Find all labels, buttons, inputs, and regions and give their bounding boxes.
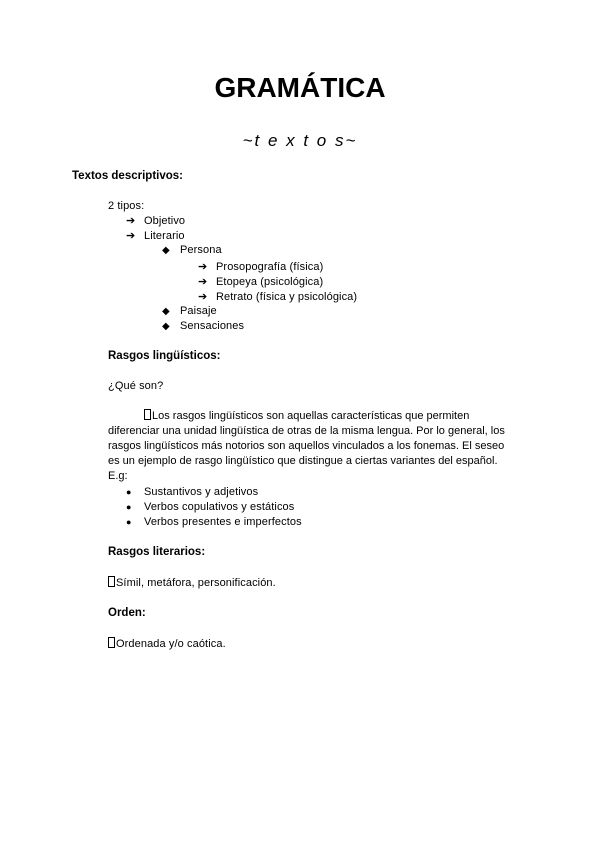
heading-rasgos-linguisticos: Rasgos lingüísticos: (108, 350, 221, 362)
bullet-label: Sustantivos y adjetivos (144, 486, 259, 498)
question-text: ¿Qué son? (108, 380, 164, 392)
list-item-etopeya (198, 275, 323, 288)
document-title: GRAMÁTICA (214, 72, 386, 103)
heading-orden: Orden: (108, 607, 146, 619)
arrow-icon: ➔ (126, 215, 136, 227)
dot-bullet-icon: ● (126, 517, 132, 527)
list-item-label: Retrato (física y psicológica) (216, 291, 358, 303)
missing-glyph-icon (144, 409, 151, 420)
dot-bullet-icon: ● (126, 502, 132, 512)
missing-glyph-icon (108, 637, 115, 648)
types-label: 2 tipos: (108, 200, 145, 212)
list-item-sensaciones (162, 320, 244, 332)
orden-value: Ordenada y/o caótica. (116, 638, 226, 650)
document-subtitle: ~t e x t o s~ (242, 131, 358, 150)
arrow-icon: ➔ (198, 261, 208, 273)
rasgos-literarios-text (108, 576, 276, 589)
list-item-label: Sensaciones (180, 320, 245, 332)
diamond-bullet-icon: ◆ (162, 321, 170, 332)
list-item-label: Objetivo (144, 215, 186, 227)
list-item-retrato (198, 290, 357, 303)
paragraph-rasgos (108, 409, 508, 484)
arrow-icon: ➔ (198, 276, 208, 288)
heading-textos-descriptivos: Textos descriptivos: (72, 170, 183, 182)
missing-glyph-icon (108, 576, 115, 587)
bullet-label: Verbos presentes e imperfectos (144, 516, 302, 528)
arrow-icon: ➔ (198, 291, 208, 303)
list-item-label: Paisaje (180, 305, 217, 317)
list-item-paisaje (162, 305, 217, 317)
rasgos-literarios-value: Símil, metáfora, personificación. (116, 577, 276, 589)
heading-rasgos-literarios: Rasgos literarios: (108, 546, 206, 558)
list-item-label: Literario (144, 230, 185, 242)
bullet-item-sustantivos (126, 486, 258, 498)
paragraph-text: Los rasgos lingüísticos son aquellas características que permiten diferenciar una unidad lingüística de otras de la misma lengua. Por lo general, los rasgos lingüísticos más notorios son aquellos vinculados a los fonemas. El seseo es un ejemplo de rasgo lingüístico que distingue a ciertas variantes del español. E.g: (108, 410, 505, 482)
arrow-icon: ➔ (126, 230, 136, 242)
list-item-literario (126, 229, 185, 242)
diamond-bullet-icon: ◆ (162, 245, 170, 256)
diamond-bullet-icon: ◆ (162, 306, 170, 317)
list-item-label: Etopeya (psicológica) (216, 276, 324, 288)
bullet-item-verbos-presentes (126, 516, 302, 528)
bullet-label: Verbos copulativos y estáticos (144, 501, 295, 513)
list-item-prosopografia (198, 260, 323, 273)
list-item-label: Prosopografía (física) (216, 261, 324, 273)
list-item-objetivo (126, 214, 185, 227)
list-item-label: Persona (180, 244, 222, 256)
dot-bullet-icon: ● (126, 487, 132, 497)
list-item-persona (162, 244, 222, 256)
orden-text (108, 637, 226, 650)
bullet-item-verbos-copulativos (126, 501, 294, 513)
